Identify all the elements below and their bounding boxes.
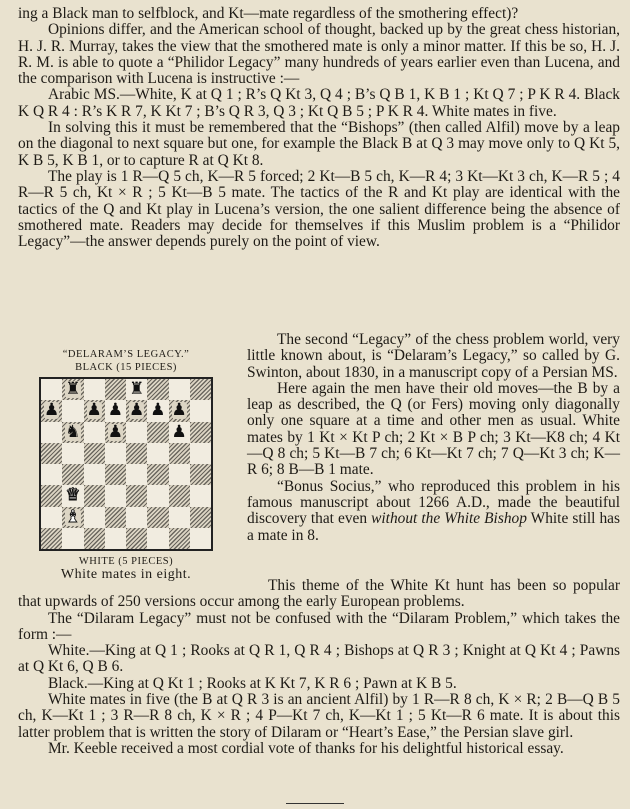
board-square: [126, 379, 147, 400]
board-square: [126, 485, 147, 506]
white-label: WHITE (5 PIECES): [78, 556, 174, 567]
paragraph: This theme of the White Kt hunt has been so popular that upwards of 250 versions occur among the early European problems.: [18, 577, 620, 611]
board-square: [126, 464, 147, 485]
board-square: [62, 422, 83, 443]
paragraph: The “Dilaram Legacy” must not be confused with the “Dilaram Problem,” which takes the form :—: [18, 609, 620, 643]
white-queen-icon: ♛: [65, 485, 81, 506]
article-bottom: [18, 578, 620, 757]
board-square: [147, 422, 168, 443]
board-square: [190, 464, 211, 485]
board-square: [41, 528, 62, 549]
paragraph: Arabic MS.—White, K at Q 1 ; R’s Q Kt 3, Q 4 ; B’s Q B 1, K B 1 ; Kt Q 7 ; P K R 4. Black K Q R 4 : R’s K R 7, K Kt 7 ; B’s Q R 3, Q 3 ; Kt Q B 5 ; P K R 4. White mates in five.: [18, 86, 620, 120]
board-square: [126, 400, 147, 421]
board-square: [105, 464, 126, 485]
board-square: [126, 528, 147, 549]
board-square: [169, 528, 190, 549]
board-square: [84, 443, 105, 464]
bonus-text-end: White still has a mate in 8.: [247, 510, 620, 544]
board-square: [169, 400, 190, 421]
paragraph: In solving this it must be remembered that the “Bishops” (then called Alfil) move by a leap on the diagonal to next square but one, for example the Black B at Q 3 may move only to Q Kt 5, K B 5, K B 1, or to capture R at Q Kt 8.: [18, 119, 620, 169]
board-square: [84, 507, 105, 528]
paragraph: Here again the men have their old moves—the B by a leap as described, the Q (or Fers) moving only diagonally only one square at a time and other men as usual. White mates by 1 Kt × Kt P ch; 2 Kt × B P ch; 3 Kt—K8 ch; 4 Kt—Q 8 ch; 5 Kt—B 7 ch; 6 Kt—Kt 7 ch; 7 Q—Kt 3 ch; K—R 6; 8 B—B 1 mate.: [247, 379, 620, 479]
diagram-title: “DELARAM’S LEGACY.”: [62, 349, 190, 360]
board-square: [105, 507, 126, 528]
board-square: [190, 422, 211, 443]
board-square: [84, 422, 105, 443]
board-square: [126, 422, 147, 443]
board-square: [147, 528, 168, 549]
board-square: [190, 443, 211, 464]
board-square: [105, 528, 126, 549]
board-square: [41, 485, 62, 506]
board-square: [190, 400, 211, 421]
board-square: [147, 485, 168, 506]
board-square: [105, 379, 126, 400]
board-square: [41, 379, 62, 400]
paragraph: [247, 479, 620, 544]
board-square: [147, 464, 168, 485]
black-pawn-icon: ♟: [129, 400, 145, 421]
board-square: [62, 379, 83, 400]
board-square: [62, 528, 83, 549]
board-square: [41, 422, 62, 443]
board-square: [190, 379, 211, 400]
board-square: [169, 485, 190, 506]
board-square: [41, 464, 62, 485]
chess-diagram: [14, 348, 238, 581]
black-pawn-icon: ♟: [150, 400, 166, 421]
board-square: [147, 379, 168, 400]
board-square: [62, 464, 83, 485]
black-pawn-icon: ♟: [44, 400, 60, 421]
board-square: [41, 443, 62, 464]
board-square: [105, 485, 126, 506]
paragraph: The play is 1 R—Q 5 ch, K—R 5 forced; 2 Kt—B 5 ch, K—R 4; 3 Kt—Kt 3 ch, K—R 5 ; 4 R—R 5 ch, Kt × R ; 5 Kt—B 5 mate. The tactics of the R and Kt play are identical with the tactics of the Q and Kt play in Lucena’s version, the one salient difference being the absence of smothered mate. Readers may decide for themselves if this Muslim problem is a “Philidor Legacy”—the answer depends purely on the point of view.: [18, 167, 620, 251]
board-square: [41, 507, 62, 528]
board-square: [62, 443, 83, 464]
black-rook-icon: ♜: [65, 379, 81, 400]
white-bishop-icon: ♝: [65, 506, 81, 527]
diagram-caption: White mates in eight.: [60, 567, 192, 582]
board-square: [84, 485, 105, 506]
board-square: [190, 528, 211, 549]
paragraph: Black.—King at Q Kt 1 ; Rooks at K Kt 7, K R 6 ; Pawn at K B 5.: [48, 674, 457, 692]
end-rule: [286, 803, 344, 804]
board-square: [105, 400, 126, 421]
black-label: BLACK (15 PIECES): [75, 362, 177, 373]
bonus-text: “Bonus Socius,” who reproduced this problem in his famous manuscript about 1266 A.D., made the beautiful discovery that even: [247, 477, 620, 528]
board-square: [62, 400, 83, 421]
board-square: [169, 379, 190, 400]
black-knight-icon: ♞: [65, 421, 81, 442]
paragraph: Mr. Keeble received a most cordial vote of thanks for his delightful historical essay.: [48, 739, 564, 757]
board-square: [84, 400, 105, 421]
board-square: [62, 507, 83, 528]
paragraph: White mates in five (the B at Q R 3 is an ancient Alfil) by 1 R—R 8 ch, K × R; 2 B—Q B 5 ch, K—Kt 1 ; 3 R—R 8 ch, K × R ; 4 P—Kt 7 ch, K—Kt 1 ; 5 Kt—R 6 mate. It is about this latter problem that is written the story of Dilaram or “Heart’s Ease,” the Persian slave girl.: [18, 691, 620, 741]
black-pawn-icon: ♟: [171, 400, 187, 421]
paragraph: ing a Black man to selfblock, and Kt—mate regardless of the smothering effect)?: [18, 5, 519, 22]
board-square: [84, 379, 105, 400]
board-square: [41, 400, 62, 421]
board-square: [126, 443, 147, 464]
bonus-italic: without the White Bishop: [371, 510, 527, 528]
board-square: [147, 443, 168, 464]
black-pawn-icon: ♟: [86, 400, 102, 421]
board-square: [84, 464, 105, 485]
board-square: [147, 400, 168, 421]
board-square: [105, 443, 126, 464]
board-square: [169, 443, 190, 464]
board-square: [169, 464, 190, 485]
black-pawn-icon: ♟: [107, 400, 123, 421]
article-wrap: [247, 332, 620, 544]
board-square: [190, 485, 211, 506]
black-pawn-icon: ♟: [171, 421, 187, 442]
board-square: [126, 507, 147, 528]
chess-board: [39, 377, 213, 551]
black-rook-icon: ♜: [129, 379, 145, 400]
paragraph: The second “Legacy” of the chess problem world, very little known about, is “Delaram’s Legacy,” so called by G. Swinton, about 1830, in a manuscript copy of a Persian MS.: [247, 331, 620, 381]
board-square: [169, 422, 190, 443]
board-square: [190, 507, 211, 528]
paragraph: Opinions differ, and the American school of thought, backed up by the great chess historian, H. J. R. Murray, takes the view that the smothered mate is only a minor matter. If this be so, H. J. R. M. is able to quote a “Philidor Legacy” many hundreds of years earlier even than Lucena, and the comparison with Lucena is instructive :—: [18, 21, 620, 88]
board-square: [169, 507, 190, 528]
article-top: [18, 6, 620, 250]
paragraph: White.—King at Q 1 ; Rooks at Q R 1, Q R 4 ; Bishops at Q R 3 ; Knight at Q Kt 4 ; Pawns at Q Kt 6, Q B 6.: [18, 642, 620, 676]
black-pawn-icon: ♟: [107, 421, 123, 442]
board-square: [62, 485, 83, 506]
board-square: [105, 422, 126, 443]
board-square: [147, 507, 168, 528]
board-square: [84, 528, 105, 549]
